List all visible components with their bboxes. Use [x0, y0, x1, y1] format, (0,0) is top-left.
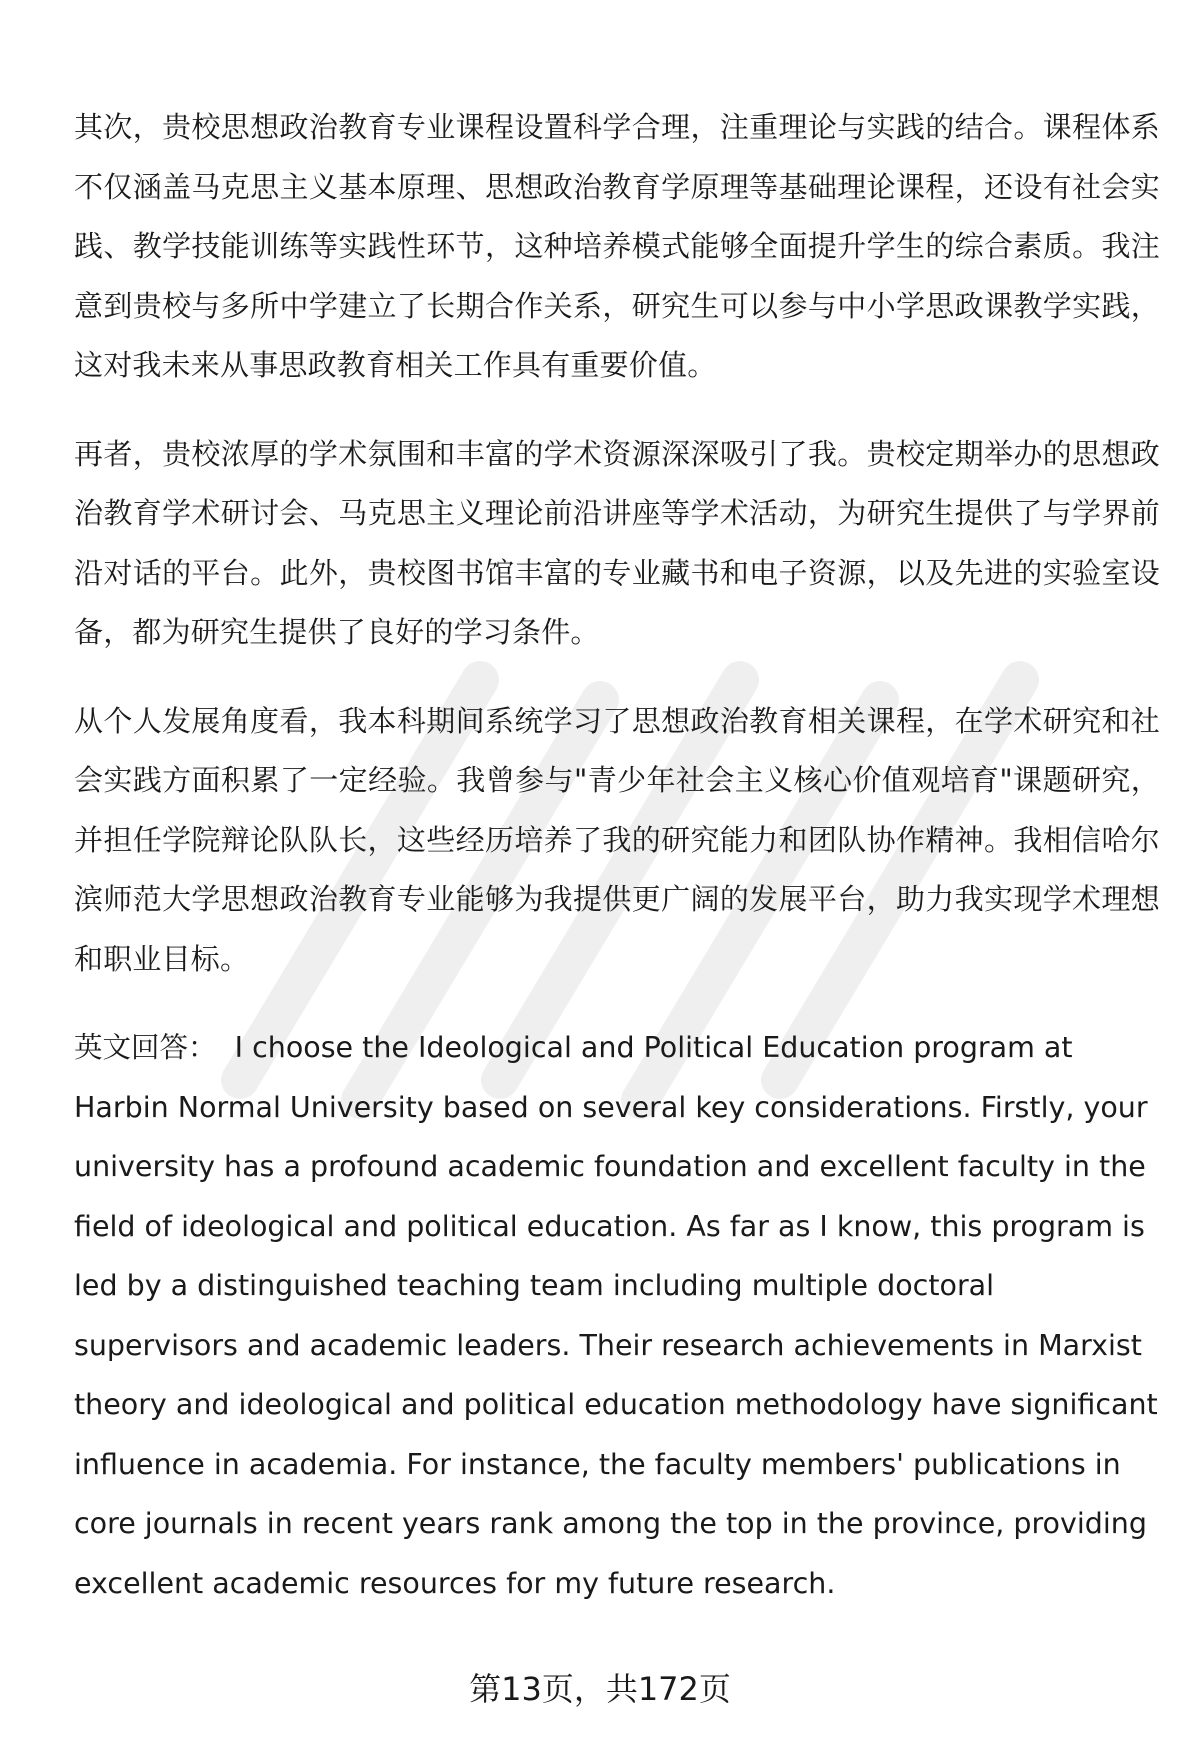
english-answer-label: 英文回答： — [74, 1031, 217, 1064]
paragraph-curriculum: 其次，贵校思想政治教育专业课程设置科学合理，注重理论与实践的结合。课程体系不仅涵盖马克思主义基本原理、思想政治教育学原理等基础理论课程，还设有社会实践、教学技能训练等实践性环节，这种培养模式能够全面提升学生的综合素质。我注意到贵校与多所中学建立了长期合作关系，研究生可以参与中小学思政课教学实践，这对我未来从事思政教育相关工作具有重要价值。 — [74, 110, 1160, 382]
paragraph-english-answer — [74, 1018, 1160, 1613]
page-indicator: 第13页，共172页 — [469, 1670, 731, 1708]
english-answer-text: I choose the Ideological and Political Education program at Harbin Normal University based on several key considerations. Firstly, your university has a profound academic foundation and excellent faculty in the field of ideological and political education. As far as I know, this program is led by a distinguished teaching team including multiple doctoral supervisors and academic leaders. Their research achievements in Marxist theory and ideological and political education methodology have significant influence in academia. For instance, the faculty members' publications in core journals in recent years rank among the top in the province, providing excellent academic resources for my future research. — [74, 1031, 1158, 1600]
document-body — [74, 98, 1160, 1642]
paragraph-personal-development: 从个人发展角度看，我本科期间系统学习了思想政治教育相关课程，在学术研究和社会实践方面积累了一定经验。我曾参与"青少年社会主义核心价值观培育"课题研究，并担任学院辩论队队长，这些经历培养了我的研究能力和团队协作精神。我相信哈尔滨师范大学思想政治教育专业能够为我提供更广阔的发展平台，助力我实现学术理想和职业目标。 — [74, 703, 1160, 976]
paragraph-academic-atmosphere: 再者，贵校浓厚的学术氛围和丰富的学术资源深深吸引了我。贵校定期举办的思想政治教育学术研讨会、马克思主义理论前沿讲座等学术活动，为研究生提供了与学界前沿对话的平台。此外，贵校图书馆丰富的专业藏书和电子资源，以及先进的实验室设备，都为研究生提供了良好的学习条件。 — [74, 436, 1160, 649]
